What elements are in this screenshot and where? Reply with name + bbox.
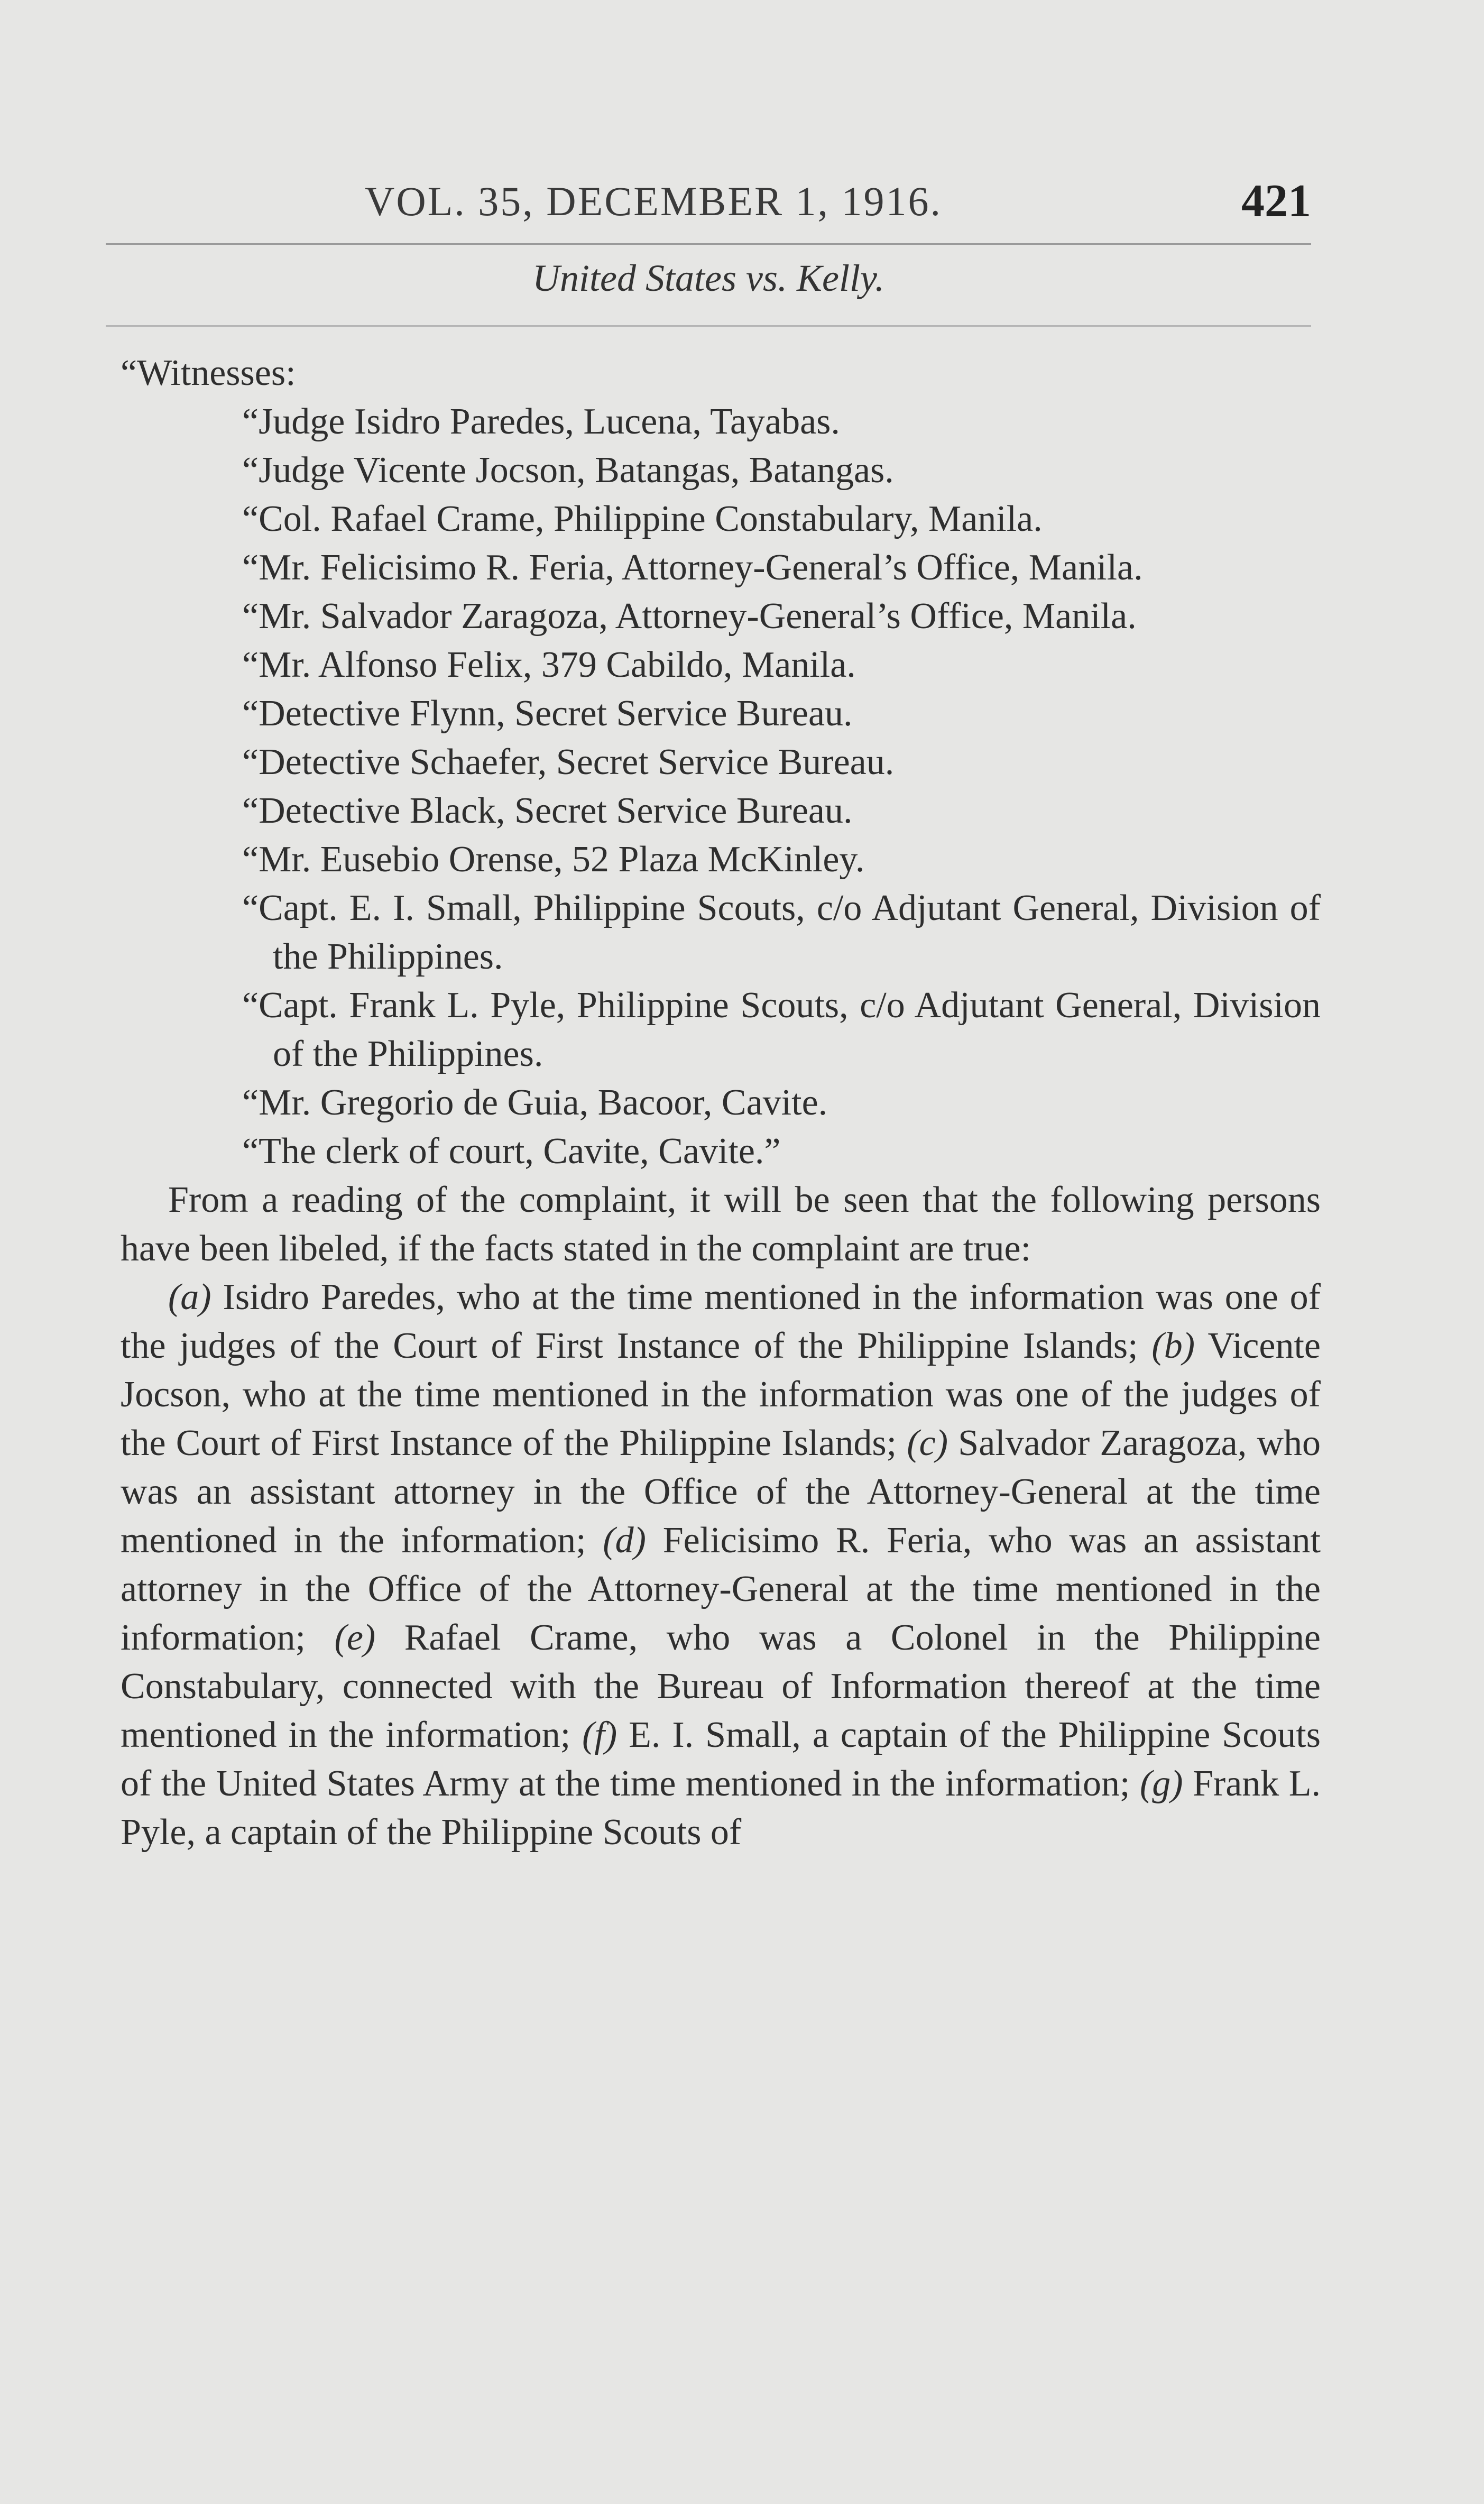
witness-entry: “Capt. Frank L. Pyle, Philippine Scouts, c/o Adjutant General, Division of the Philippines. (242, 985, 1321, 1074)
case-title: United States vs. Kelly. (532, 257, 884, 299)
witness-entry: “Col. Rafael Crame, Philippine Constabulary, Manila. (242, 499, 1043, 539)
witness-entry: “Detective Black, Secret Service Bureau. (242, 790, 853, 831)
libeled-persons-paragraph (121, 1273, 1321, 1857)
item-label: (g) (1139, 1763, 1183, 1804)
intro-paragraph: From a reading of the complaint, it will be seen that the following persons have been libeled, if the facts stated in the complaint are true: (121, 1180, 1321, 1269)
witness-entry: “Mr. Eusebio Orense, 52 Plaza McKinley. (242, 839, 865, 880)
header-rule (106, 243, 1311, 245)
item-label: (c) (907, 1423, 948, 1463)
witness-entry: “Detective Schaefer, Secret Service Bureau. (242, 742, 895, 782)
witnesses-heading: “Witnesses: (121, 353, 296, 393)
item-text: Salvador Zaragoza, who was an assistant attorney in the Office of the Attorney-General at the time mentioned in the information; (121, 1423, 1321, 1561)
item-text: E. I. Small, a captain of the Philippine Scouts of the United States Army at the time mentioned in the information; (121, 1715, 1321, 1804)
item-label: (b) (1151, 1325, 1195, 1366)
item-label: (f) (582, 1715, 617, 1755)
item-text: Rafael Crame, who was a Colonel in the Philippine Constabulary, connected with the Bureau of Information thereof at the time mentioned in the information; (121, 1617, 1321, 1755)
witness-entry: “Mr. Felicisimo R. Feria, Attorney-General’s Office, Manila. (242, 547, 1143, 588)
witness-entry: “Mr. Alfonso Felix, 379 Cabildo, Manila. (242, 645, 856, 685)
witness-list (121, 398, 1321, 1176)
item-label: (a) (168, 1277, 211, 1318)
witness-entry: “Mr. Gregorio de Guia, Bacoor, Cavite. (242, 1082, 828, 1123)
witness-entry: “Mr. Salvador Zaragoza, Attorney-General’s Office, Manila. (242, 596, 1137, 637)
witness-entry: “Detective Flynn, Secret Service Bureau. (242, 693, 853, 734)
witness-entry: “The clerk of court, Cavite, Cavite.” (242, 1131, 781, 1172)
item-label: (e) (334, 1617, 376, 1658)
running-head (106, 174, 1311, 233)
item-text: Frank L. Pyle, a captain of the Philippine Scouts of (121, 1763, 1321, 1853)
volume-date-line: VOL. 35, DECEMBER 1, 1916. (365, 178, 942, 224)
title-rule (106, 325, 1311, 327)
item-text: Vicente Jocson, who at the time mentioned in the information was one of the judges of the Court of First Instance of the Philippine Islands; (121, 1325, 1321, 1463)
page-number: 421 (1241, 176, 1311, 227)
witness-entry: “Capt. E. I. Small, Philippine Scouts, c/o Adjutant General, Division of the Philippines. (242, 888, 1321, 977)
witness-entry: “Judge Isidro Paredes, Lucena, Tayabas. (242, 401, 840, 442)
item-label: (d) (603, 1520, 646, 1561)
body-text (121, 349, 1321, 1857)
item-text: Isidro Paredes, who at the time mentioned in the information was one of the judges of the Court of First Instance of the Philippine Islands; (121, 1277, 1321, 1366)
witness-entry: “Judge Vicente Jocson, Batangas, Batangas. (242, 450, 894, 491)
item-text: Felicisimo R. Feria, who was an assistant attorney in the Office of the Attorney-General at the time mentioned in the information; (121, 1520, 1321, 1658)
